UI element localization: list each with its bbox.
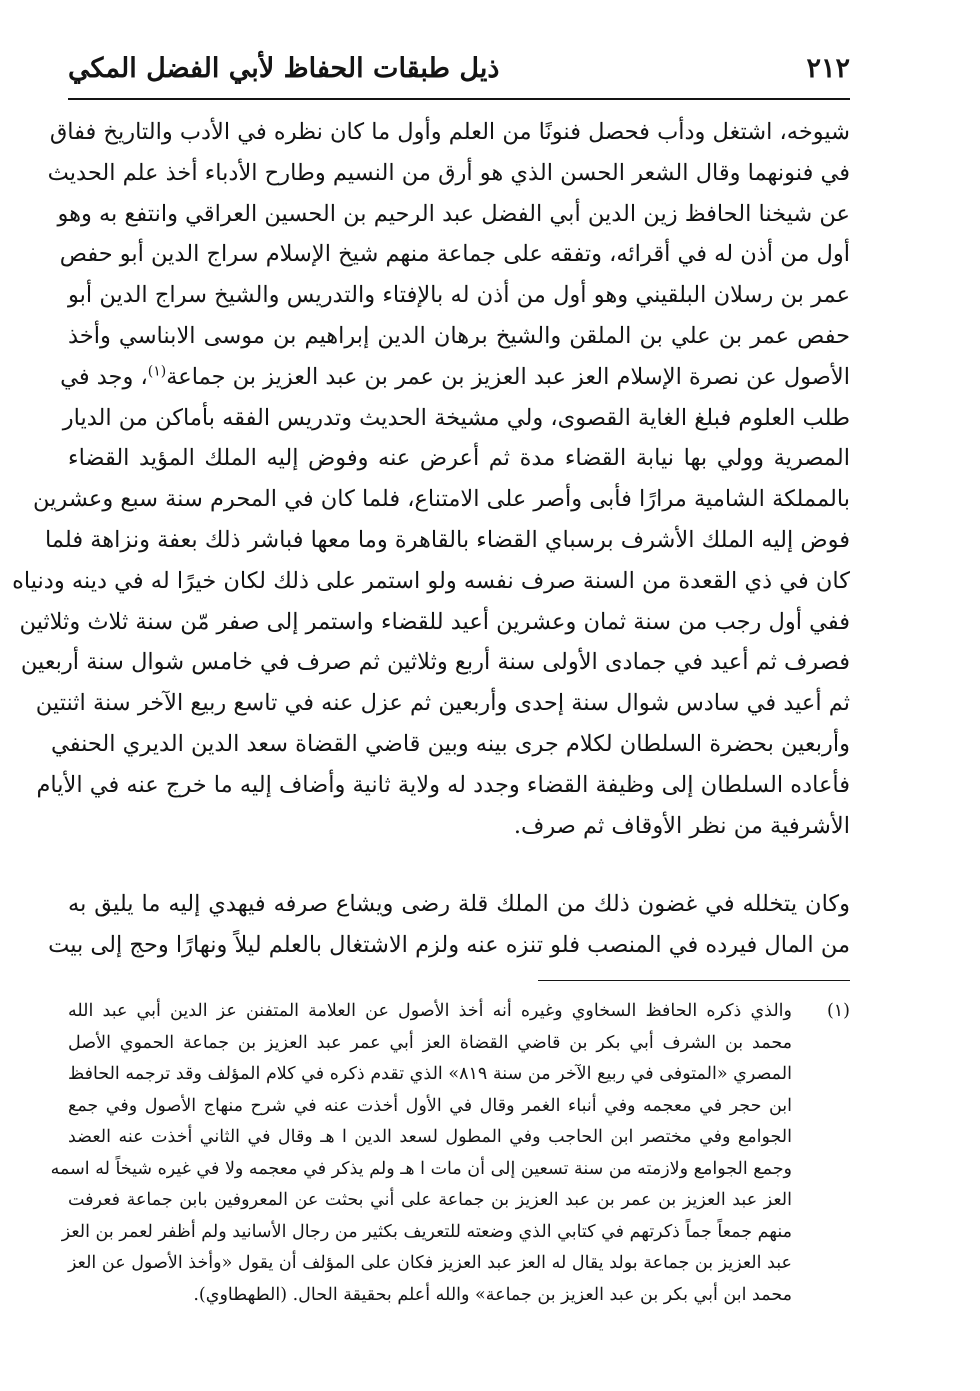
footnote-line: محمد ابن أبي بكر بن عبد العزيز بن جماعة» والله أعلم بحقيقة الحال. (الطهطاوي). bbox=[193, 1284, 792, 1305]
text-segment: ، وجد في bbox=[60, 363, 148, 390]
text-line: ففي أول رجب من سنة ثمان وعشرين أعيد للقضاء واستمر إلى صفر مّن سنة ثلاث وثلاثين bbox=[19, 608, 850, 635]
footnote-line bbox=[68, 996, 850, 1028]
text-line: ثم أعيد في سادس شوال سنة إحدى وأربعين ثم عزل عنه في تاسع ربيع الآخر سنة اثنتين bbox=[35, 690, 850, 717]
paragraph-gap bbox=[68, 846, 850, 884]
footnote-line: المصري «المتوفى في ربيع الآخر من سنة ٨١٩» الذي تقدم ذكره في كلام المؤلف وقد ترجمه الحافظ bbox=[68, 1064, 792, 1084]
running-title: ذيل طبقات الحفاظ لأبي الفضل المكي bbox=[68, 52, 500, 84]
running-header bbox=[68, 44, 850, 92]
footnote-line: منهم جمعاً جماً ذكرتهم في كتابي الذي وضعته للتعريف بكثير من رجال الأسانيد ولم أظفر لعمر بن العز bbox=[61, 1221, 792, 1242]
text-line: في فنونهما وقال الشعر الحسن الذي هو أرق من النسيم وطارح الأدباء أخذ علم الحديث bbox=[47, 159, 850, 186]
footnote-line: العز عبد العزيز بن عمر بن عبد العزيز بن جماعة على أني بحثت عن المعروفين بابن جماعة فعرفت bbox=[68, 1190, 792, 1210]
footnote-line: الجوامع وفي مختصر ابن الحاجب وفي المطول لسعد الدين ا هـ وقال في الثاني أخذت عنه العضد bbox=[68, 1127, 792, 1147]
text-line: شيوخه، اشتغل ودأب فحصل فنونًا من العلم وأول ما كان نظره في الأدب والتاريخ ففاق bbox=[49, 119, 850, 145]
text-line: عمر بن رسلان البلقيني وهو أول من أذن له بالإفتاء والتدريس والشيخ سراج الدين أبو bbox=[68, 282, 850, 309]
text-line: الأشرفية من نظر الأوقاف ثم صرف. bbox=[513, 812, 850, 839]
text-line: فأعاده السلطان إلى وظيفة القضاء وجدد له ولاية ثانية وأضاف إليه ما خرج عنه في الأيام bbox=[36, 771, 850, 798]
text-line: المصرية وولي بها نيابة القضاء مدة ثم أعرض عنه وفوض إليه الملك المؤيد القضاء bbox=[68, 445, 850, 472]
footnote-separator bbox=[538, 980, 850, 981]
text-line: عن شيخنا الحافظ زين الدين أبي الفضل عبد الرحيم بن الحسين العراقي وانتفع به وهو bbox=[57, 200, 850, 227]
main-text bbox=[12, 112, 850, 966]
text-line: وأربعين بحضرة السلطان لكلام جرى بينه وبين قاضي القضاة سعد الدين الديري الحنفي bbox=[50, 730, 850, 757]
text-line-with-footnote-ref bbox=[60, 357, 850, 398]
footnote-line: ابن حجر في معجمه وفي أنباء الغمر وقال في الأول أخذت عنه في شرح منهاج الأصول وفي جمع bbox=[68, 1095, 792, 1116]
footnote-line: محمد بن الشرف أبي بكر بن قاضي القضاة العز أبي عمر عبد العزيز بن جماعة الحموي الأصل bbox=[68, 1032, 792, 1053]
text-line: فصرف ثم أعيد في جمادى الأولى سنة أربع وثلاثين ثم صرف في خامس شوال سنة أربعين bbox=[20, 649, 850, 676]
footnote-block bbox=[50, 996, 850, 1311]
text-segment: الأصول عن نصرة الإسلام العز عبد العزيز بن عمر بن عبد العزيز بن جماعة bbox=[166, 363, 850, 390]
text-line: من المال فيرده في المنصب فلو تنزه عنه ولزم الاشتغال بالعلم ليلاً ونهارًا وحج إلى بيت bbox=[48, 932, 850, 959]
text-line: كان في ذي القعدة من السنة صرف نفسه ولو استمر على ذلك لكان خيرًا له في دينه ودنياه bbox=[12, 567, 850, 594]
footnote-text: والذي ذكره الحافظ السخاوي وغيره أنه أخذ الأصول عن العلامة المتفنن عز الدين أبي عبد الله bbox=[68, 1001, 792, 1021]
footnote-reference[interactable]: (١) bbox=[147, 363, 167, 380]
text-line: وكان يتخلله في غضون ذلك من الملك قلة رضى ويشاع صرفه فيهدي إليه ما يليق به bbox=[68, 891, 850, 918]
text-line: بالمملكة الشامية مرارًا فأبى وأصر على الامتناع، فلما كان في المحرم سنة سبع وعشرين bbox=[33, 486, 850, 513]
footnote-line: عبد العزيز بن جماعة بولد يقال له العز عبد العزيز فكان على المؤلف أن يقول «وأخذ الأصول عن العز bbox=[68, 1253, 792, 1273]
footnote-number: (١) bbox=[826, 1001, 850, 1021]
header-rule bbox=[68, 98, 850, 100]
text-line: فوض إليه الملك الأشرف برسباي القضاء بالقاهرة وما معها فباشر ذلك بعفة ونزاهة فلما bbox=[45, 526, 850, 553]
text-line: طلب العلوم فبلغ الغاية القصوى، ولي مشيخة الحديث وتدريس الفقه بأماكن من الديار bbox=[62, 404, 850, 431]
text-line: أول من أذن له في أقرائه، وتفقه على جماعة منهم شيخ الإسلام سراج الدين أبو حفص bbox=[59, 241, 850, 268]
text-line: حفص عمر بن علي بن الملقن والشيخ برهان الدين إبراهيم بن موسى الابناسي وأخذ bbox=[68, 322, 850, 349]
footnote-line: وجمع الجوامع ولازمته من سنة تسعين إلى أن مات ا هـ ولم يذكر في معجمه ولا في غيره شيخاً له اسمه bbox=[50, 1158, 792, 1179]
page-number: ٢١٢ bbox=[806, 52, 850, 84]
